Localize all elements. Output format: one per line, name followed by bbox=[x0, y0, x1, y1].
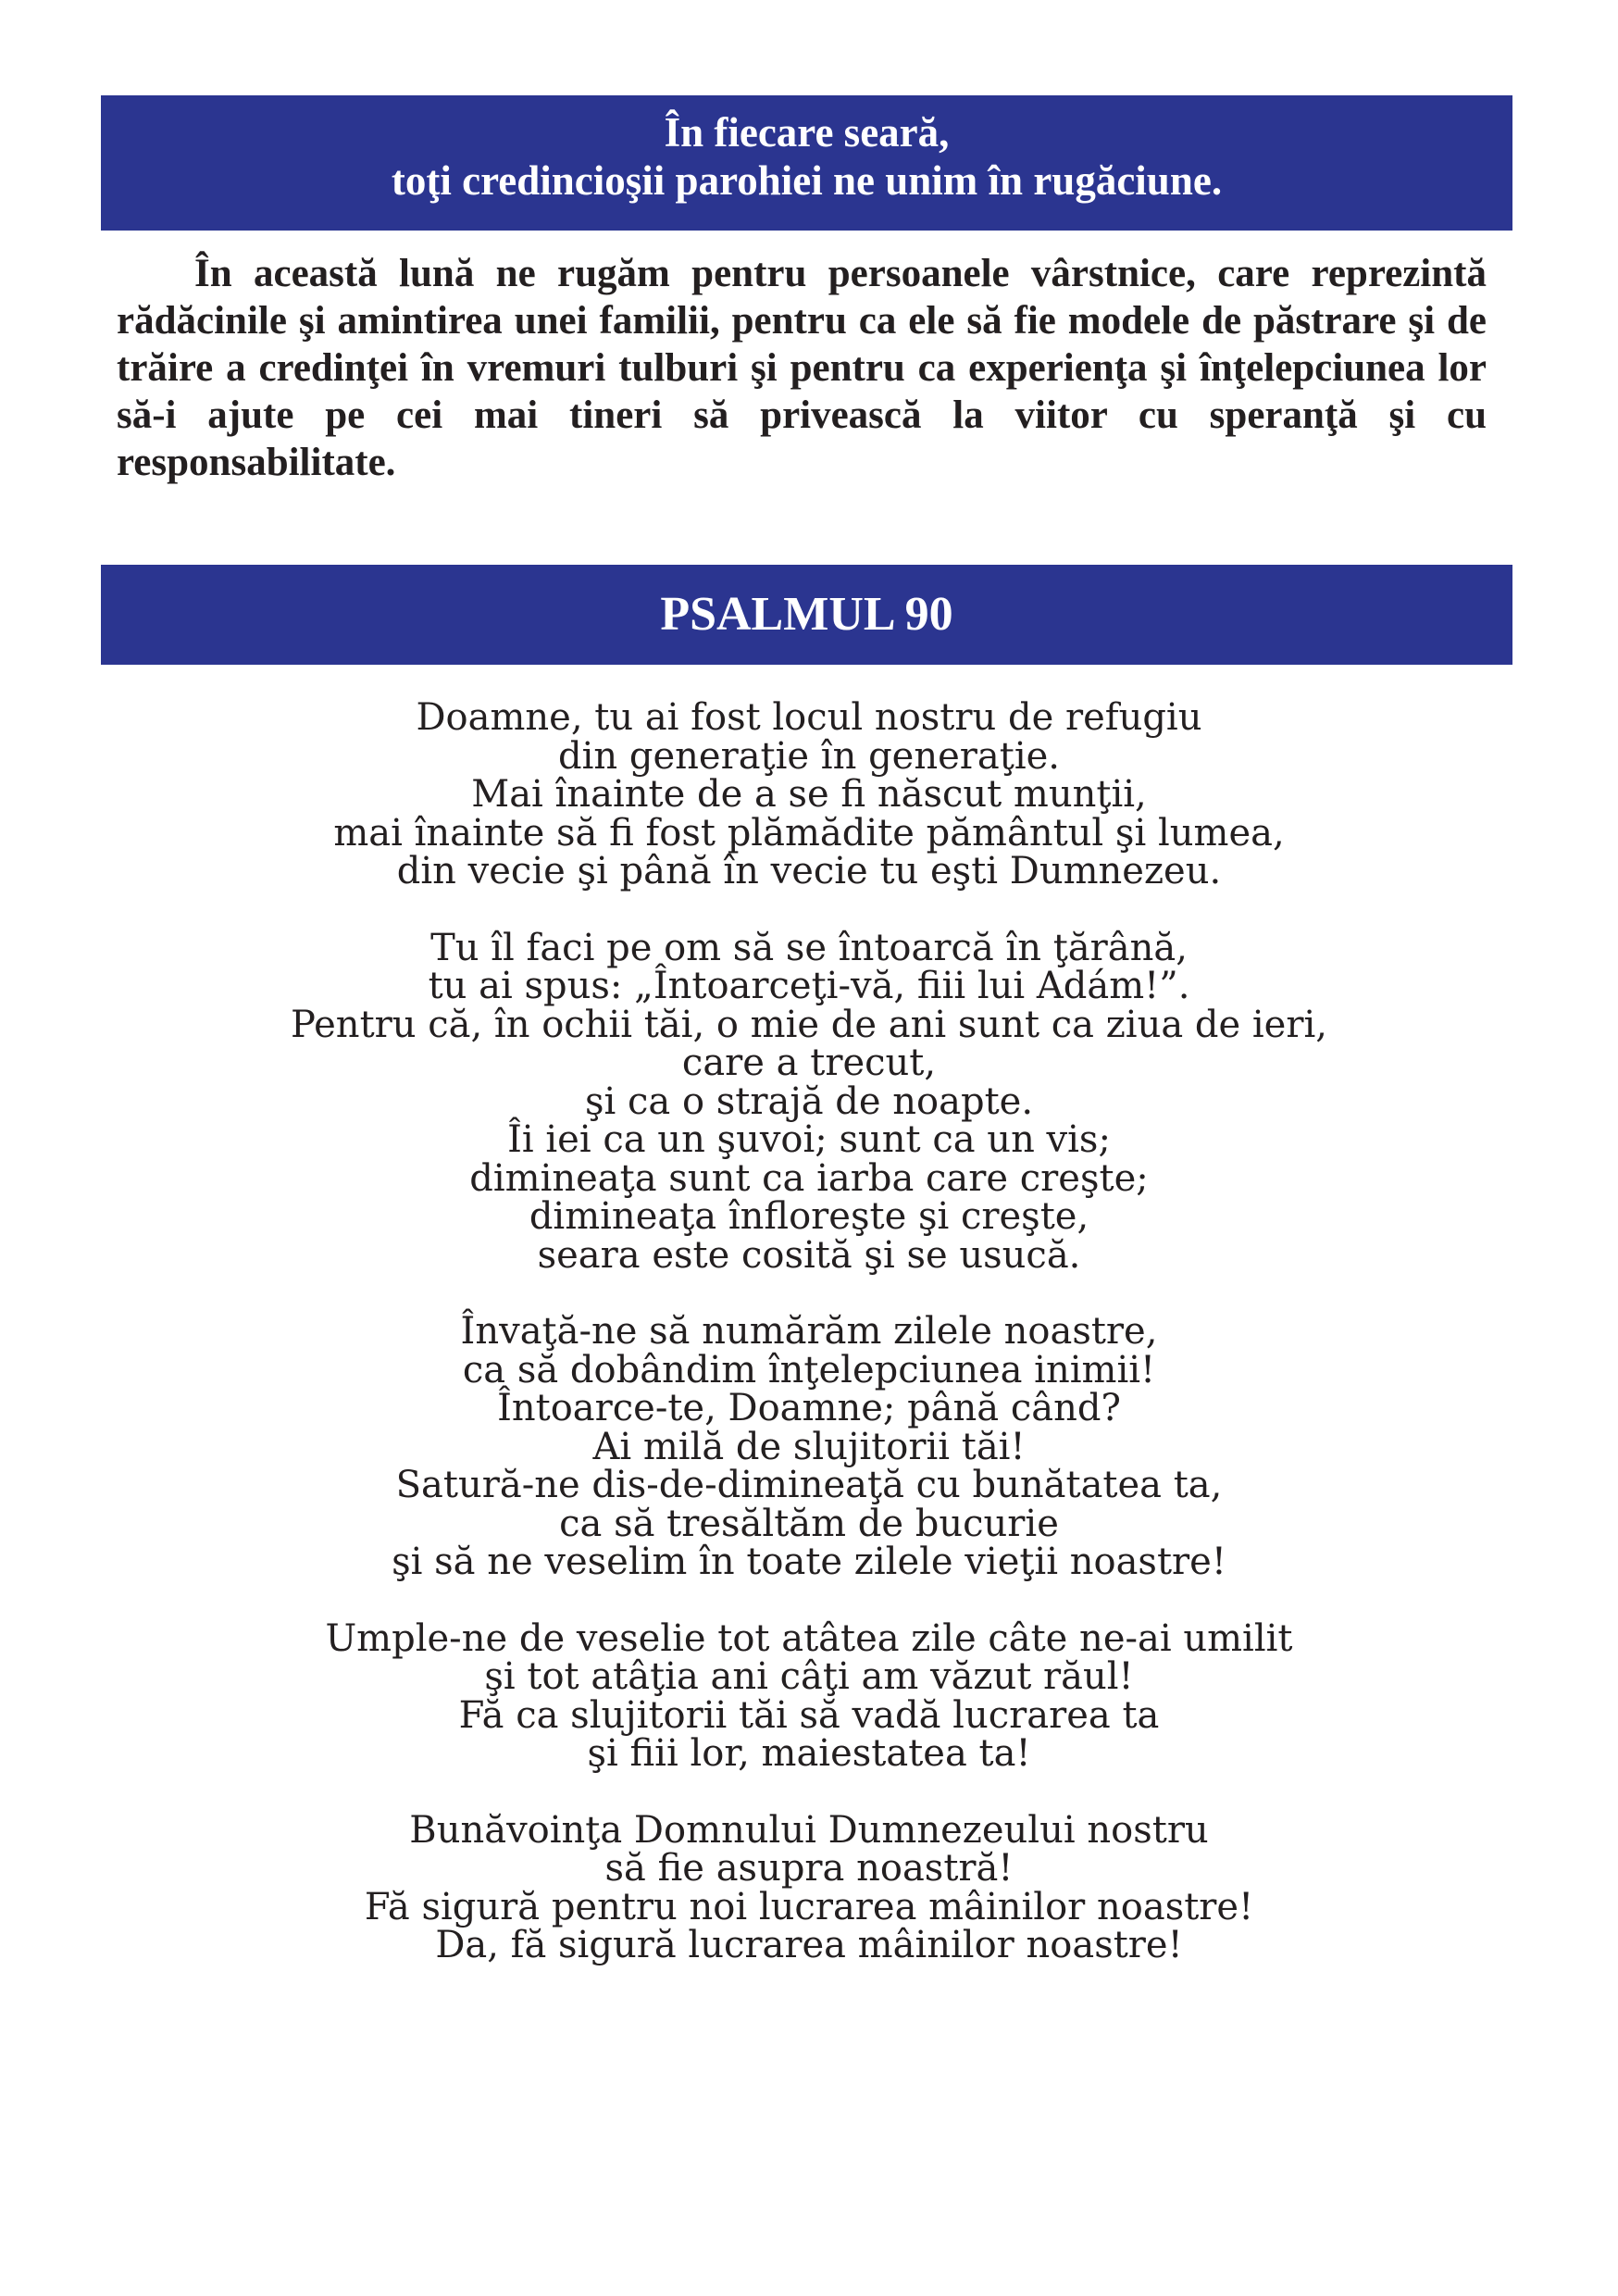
psalm-line: Ai milă de slujitorii tăi! bbox=[592, 1425, 1026, 1468]
psalm-line: Îi iei ca un şuvoi; sunt ca un vis; bbox=[507, 1118, 1111, 1161]
psalm-line: Da, fă sigură lucrarea mâinilor noastre! bbox=[435, 1924, 1183, 1966]
psalm-line: tu ai spus: „Întoarceţi-vă, fiii lui Adám!”. bbox=[428, 965, 1190, 1007]
psalm-line: seara este cosită şi se usucă. bbox=[537, 1233, 1081, 1277]
header-banner bbox=[101, 95, 1512, 231]
header-line-2: toţi credincioşii parohiei ne unim în rugăciune. bbox=[391, 157, 1223, 204]
psalm-stanza bbox=[93, 1616, 1525, 1775]
psalm-line: dimineaţa înfloreşte şi creşte, bbox=[529, 1195, 1089, 1238]
psalm-line: Pentru că, în ochii tăi, o mie de ani sunt ca ziua de ieri, bbox=[291, 1003, 1327, 1046]
psalm-line: Tu îl faci pe om să se întoarcă în ţărână, bbox=[430, 926, 1188, 969]
psalm-line: să fie asupra noastră! bbox=[604, 1847, 1014, 1890]
psalm-line: Umple-ne de veselie tot atâtea zile câte ne-ai umilit bbox=[325, 1616, 1293, 1660]
psalm-title-banner bbox=[101, 565, 1512, 665]
psalm-line: Fă sigură pentru noi lucrarea mâinilor noastre! bbox=[364, 1885, 1254, 1928]
psalm-line: Fă ca slujitorii tăi să vadă lucrarea ta bbox=[458, 1693, 1160, 1737]
header-line-1: În fiecare seară, bbox=[664, 109, 950, 156]
psalm-line: din generaţie în generaţie. bbox=[557, 734, 1060, 778]
psalm-stanza bbox=[93, 926, 1525, 1277]
psalm-line: Întoarce-te, Doamne; până când? bbox=[497, 1387, 1121, 1429]
psalm-line: ca să tresăltăm de bucurie bbox=[559, 1502, 1059, 1545]
psalm-line: Mai înainte de a se fi născut munţii, bbox=[471, 773, 1147, 816]
psalm-line: Doamne, tu ai fost locul nostru de refugiu bbox=[416, 696, 1202, 739]
psalm-line: dimineaţa sunt ca iarba care creşte; bbox=[469, 1156, 1149, 1200]
psalm-text bbox=[93, 696, 1525, 1966]
psalm-stanza bbox=[93, 696, 1525, 892]
psalm-line: din vecie şi până în vecie tu eşti Dumnezeu. bbox=[396, 850, 1222, 892]
psalm-stanza bbox=[93, 1310, 1525, 1583]
psalm-line: ca să dobândim înţelepciunea inimii! bbox=[462, 1348, 1156, 1391]
psalm-line: Învaţă-ne să numărăm zilele noastre, bbox=[460, 1310, 1158, 1353]
psalm-line: care a trecut, bbox=[681, 1042, 937, 1084]
psalm-line: şi fiii lor, maiestatea ta! bbox=[587, 1732, 1031, 1775]
psalm-stanza bbox=[93, 1808, 1525, 1966]
psalm-title: PSALMUL 90 bbox=[660, 588, 953, 641]
psalm-line: mai înainte să fi fost plămădite pământul şi lumea, bbox=[333, 811, 1285, 855]
psalm-line: şi să ne veselim în toate zilele vieţii noastre! bbox=[392, 1541, 1226, 1583]
psalm-line: şi tot atâţia ani câţi am văzut răul! bbox=[484, 1655, 1134, 1698]
intro-paragraph: În această lună ne rugăm pentru persoanele vârstnice, care reprezintă rădăcinile şi amintirea unei familii, pentru ca ele să fie modele de păstrare şi de trăire a credinţei în vremuri tulburi şi pentru ca experienţa şi înţelepciunea lor să-i ajute pe cei mai tineri să privească la viitor cu speranţă şi cu responsabilitate. bbox=[117, 252, 1487, 484]
psalm-line: Bunăvoinţa Domnului Dumnezeului nostru bbox=[409, 1808, 1209, 1852]
psalm-line: Satură-ne dis-de-dimineaţă cu bunătatea ta, bbox=[395, 1464, 1223, 1506]
psalm-line: şi ca o strajă de noapte. bbox=[584, 1079, 1034, 1123]
